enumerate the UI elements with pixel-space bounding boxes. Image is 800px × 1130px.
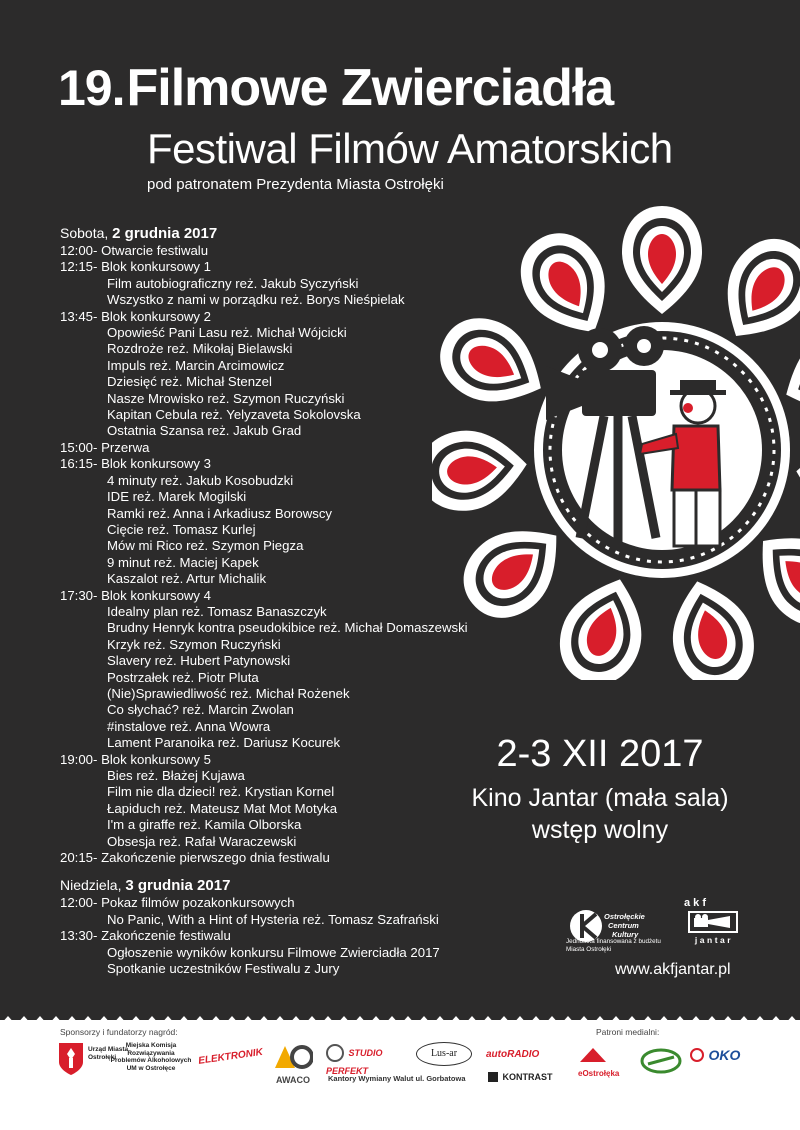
film-entry: Mów mi Rico reż. Szymon Piegza [107,538,304,554]
projector-icon [690,913,736,931]
day-date: 2 grudnia 2017 [112,225,218,242]
festival-title: Filmowe Zwierciadła [126,59,614,117]
film-entry: Co słychać? reż. Marcin Zwolan [107,702,294,718]
film-entry: Cięcie reż. Tomasz Kurlej [107,521,256,537]
film-entry: Lament Paranoika reż. Dariusz Kocurek [107,735,341,751]
film-entry: Spotkanie uczestników Festiwalu z Jury [107,961,340,977]
slot-label: - Pokaz filmów pozakonkursowych [93,895,295,911]
urzad-text: Urząd Miasta Ostrołęki [88,1046,129,1061]
autoradio-text: autoRADIO [486,1049,540,1060]
festival-subtitle: Festiwal Filmów Amatorskich [147,125,673,172]
slot-time: 13:30 [60,928,94,944]
day-title [60,876,540,895]
lus-ar-text: Lus-ar [430,1048,458,1059]
film-entry: 9 minut reż. Maciej Kapek [107,554,259,570]
film-entry: Impuls reż. Marcin Arcimowicz [107,357,285,373]
slot-label: - Zakończenie pierwszego dnia festiwalu [93,850,330,866]
film-entry: Krzyk reż. Szymon Ruczyński [107,636,281,652]
film-entry: Postrzałek reż. Piotr Pluta [107,669,259,685]
sponsors-label: Sponsorzy i fundatorzy nagród: [60,1027,178,1037]
day-date: 3 grudnia 2017 [125,877,231,895]
eostroleka-logo [578,1046,636,1080]
schedule-slot [60,243,540,259]
elektronik-text: ELEKTRONIK [197,1046,264,1067]
film-entry: No Panic, With a Hint of Hysteria reż. Tomasz Szafrański [107,911,439,927]
schedule-slot [60,850,540,866]
edition-number: 19. [58,60,125,116]
festival-schedule [60,224,540,977]
organizer-subtitle: Jednostka finansowana z budżetu Miasta Ostrołęki [566,938,661,953]
film-entry: Idealny plan reż. Tomasz Banaszczyk [107,603,327,619]
slot-time: 12:00 [60,243,94,258]
slot-label: - Przerwa [93,439,150,455]
day-prefix: Niedziela, [60,877,122,894]
slot-label: - Blok konkursowy 2 [93,308,212,324]
film-entry: Ostatnia Szansa reż. Jakub Grad [107,423,302,439]
akf-jantar-text: jantar [694,935,734,945]
film-entry: Ramki reż. Anna i Arkadiusz Borowscy [107,505,333,521]
film-entry: IDE reż. Marek Mogilski [107,489,247,505]
radio-oko-icon [690,1048,704,1062]
film-entry: Nasze Mrowisko reż. Szymon Ruczyński [107,390,345,406]
day-slots [60,895,540,977]
film-entry: 4 minuty reż. Jakub Kosobudzki [107,472,294,488]
awaco-text: AWACO [275,1075,310,1085]
green-radio-logo [640,1048,682,1074]
elektronik-logo [197,1041,269,1071]
event-info [440,732,760,846]
slot-time: 12:00 [60,895,94,911]
film-entry: Ogłoszenie wyników konkursu Filmowe Zwierciadła 2017 [107,944,440,960]
event-venue: Kino Jantar (mała sala) [471,784,729,812]
film-entry: I'm a giraffe reż. Kamila Olborska [107,817,302,833]
slot-time: 19:00 [60,751,94,767]
organizer-line1: Ostrołęckie [604,912,645,921]
schedule-slot [60,895,540,911]
film-entry: Łapiduch reż. Mateusz Mat Mot Motyka [107,800,338,816]
schedule-slot [60,440,540,456]
slot-time: 15:00 [60,439,94,455]
film-entry: Slavery reż. Hubert Patynowski [107,653,291,669]
studio-perfekt-text: STUDIO PERFEKT [326,1048,383,1076]
radio-oko-text: OKO [708,1046,741,1063]
film-entry: (Nie)Sprawiedliwość reż. Michał Rożenek [107,685,350,701]
slot-time: 13:45 [60,308,94,324]
studio-perfekt-logo [326,1044,396,1076]
autoradio-logo [486,1044,550,1062]
kantory-text: Kantory Wymiany Walut ul. Gorbatowa [328,1074,466,1083]
film-entry: Wszystko z nami w porządku reż. Borys Nieśpielak [107,292,405,308]
akf-frame [688,911,738,933]
eostroleka-icon [578,1046,608,1064]
radio-oko-logo [690,1046,750,1074]
kontrast-icon [488,1072,498,1082]
schedule-slot [60,588,540,604]
film-entry: Bies reż. Błażej Kujawa [107,768,245,783]
slot-label: - Blok konkursowy 1 [93,259,212,275]
film-entry: Film nie dla dzieci! reż. Krystian Kornel [107,784,335,800]
kontrast-logo [488,1068,558,1086]
film-entry: Rozdroże reż. Mikołaj Bielawski [107,341,293,357]
film-entry: Film autobiograficzny reż. Jakub Syczyński [107,275,359,291]
schedule-slot [60,309,540,325]
slot-label: - Blok konkursowy 5 [93,751,212,767]
akf-jantar-logo [684,897,744,947]
organizer-line2: Centrum [608,921,639,930]
film-entry: Opowieść Pani Lasu reż. Michał Wójcicki [107,325,347,341]
event-entry: wstęp wolny [531,816,669,844]
studio-perfekt-icon [326,1044,344,1062]
schedule-slot [60,456,540,472]
slot-time: 12:15 [60,259,94,275]
film-entry: Dziesięć reż. Michał Stenzel [107,374,272,390]
slot-time: 16:15 [60,456,94,472]
event-dates: 2-3 XII 2017 [496,733,704,775]
slot-time: 20:15 [60,850,94,866]
city-crest-icon [58,1042,84,1076]
day-sunday [60,876,540,977]
slot-time: 17:30 [60,587,94,603]
website-link[interactable]: www.akfjantar.pl [615,961,731,978]
lus-ar-logo [416,1042,472,1066]
schedule-slot [60,259,540,275]
eostroleka-text: eOstrołęka [578,1069,620,1078]
slot-label: - Blok konkursowy 4 [93,587,212,603]
organizer-line3: Kultury [612,930,639,939]
green-radio-icon [640,1048,682,1074]
day-title [60,224,540,243]
slot-label: - Zakończenie festiwalu [93,928,231,944]
schedule-slot [60,928,540,944]
slot-label: - Blok konkursowy 3 [93,456,212,472]
kontrast-text: KONTRAST [502,1071,553,1082]
film-entry: Obsesja reż. Rafał Waraczewski [107,833,297,849]
film-entry: #instalove reż. Anna Wowra [107,718,271,734]
film-entry: Kapitan Cebula reż. Yelyzaveta Sokolovska [107,407,361,423]
film-entry: Brudny Henryk kontra pseudokibice reż. Michał Domaszewski [107,620,468,636]
title-row [58,58,613,118]
awaco-icon [273,1044,313,1070]
day-prefix: Sobota, [60,225,109,241]
awaco-logo [272,1044,314,1088]
patrons-label: Patroni medialni: [596,1027,660,1037]
slot-label: - Otwarcie festiwalu [93,243,209,258]
komisja-text: Miejska Komisja Rozwiązywania Problemów Alkoholowych UM w Ostrołęce [110,1042,192,1072]
patronage-line: pod patronatem Prezydenta Miasta Ostrołęki [147,176,444,193]
akf-letters: a k f [684,897,707,909]
sponsors-bar [0,1020,800,1130]
film-entry: Kaszalot reż. Artur Michalik [107,571,267,587]
